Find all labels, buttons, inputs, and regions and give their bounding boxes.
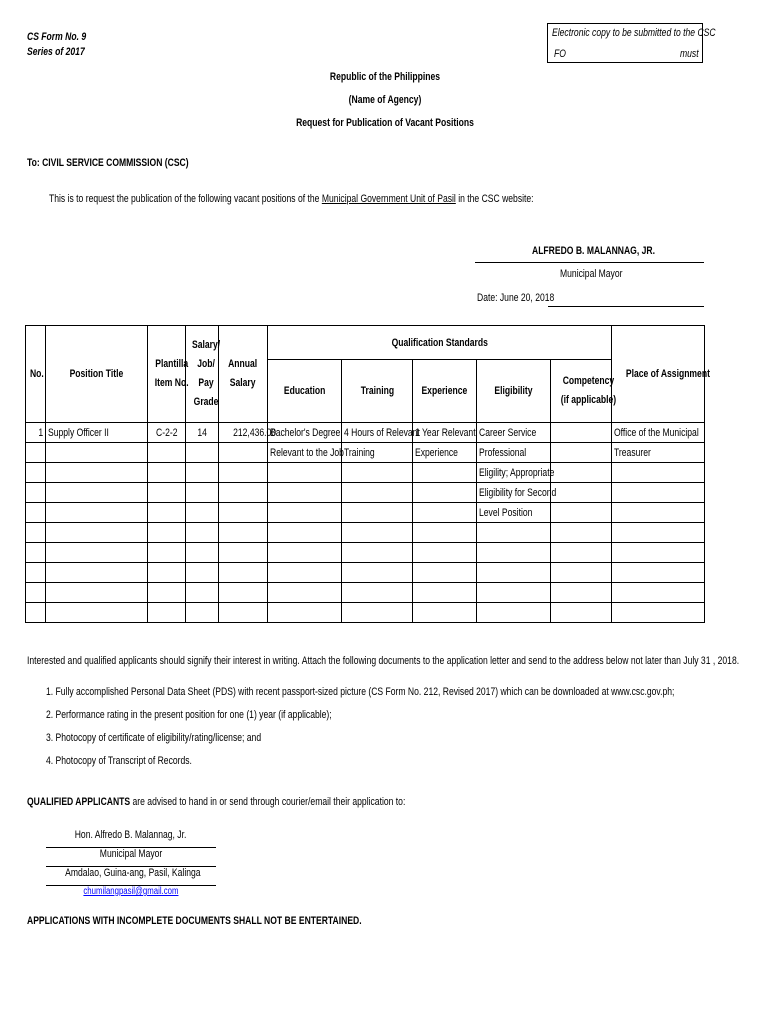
table-row (26, 503, 705, 523)
form-number: CS Form No. 9 (27, 31, 87, 43)
cell-no: 1 (26, 423, 46, 443)
qualified-applicants-note (27, 796, 405, 808)
cell-salary (219, 443, 268, 463)
qualified-applicants-label: QUALIFIED APPLICANTS (27, 796, 131, 808)
cell-plantilla (148, 543, 186, 563)
cell-position (46, 563, 148, 583)
signature-line (475, 262, 704, 263)
header-place-of-assignment: Place of Assignment (612, 326, 705, 423)
cell-training (342, 463, 413, 483)
header-training: Training (342, 360, 413, 423)
cell-experience: Experience (413, 443, 477, 463)
cell-place (612, 583, 705, 603)
cell-no (26, 483, 46, 503)
cell-no (26, 523, 46, 543)
cell-training (342, 583, 413, 603)
cell-education (268, 523, 342, 543)
signatory-name: ALFREDO B. MALANNAG, JR. (532, 245, 655, 257)
requirement-1: 1. Fully accomplished Personal Data Sheet (PDS) with recent passport-sized picture (CS Form No. 212, Revised 2017) which can be downloaded at www.csc.gov.ph; (46, 686, 675, 698)
cell-salary: 212,436.00 (219, 423, 268, 443)
qualified-applicants-text: are advised to hand in or send through courier/email their application to: (130, 796, 406, 808)
address-block (46, 829, 216, 904)
cell-sg (186, 523, 219, 543)
cell-position: Supply Officer II (46, 423, 148, 443)
cell-position (46, 463, 148, 483)
page-title: Request for Publication of Vacant Positions (296, 117, 474, 129)
date-line (548, 306, 704, 307)
cell-plantilla (148, 563, 186, 583)
intro-before: This is to request the publication of the following vacant positions of the (49, 193, 322, 205)
cell-salary (219, 563, 268, 583)
cell-position (46, 443, 148, 463)
cell-education (268, 603, 342, 623)
cell-salary (219, 603, 268, 623)
cell-competency (551, 543, 612, 563)
address-name: Hon. Alfredo B. Malannag, Jr. (75, 829, 187, 841)
cell-education (268, 583, 342, 603)
cell-no (26, 443, 46, 463)
cell-sg (186, 503, 219, 523)
header-no: No. (26, 326, 46, 423)
cell-eligibility (477, 603, 551, 623)
cell-eligibility: Eligibility for Second (477, 483, 551, 503)
address-place: Amdalao, Guina-ang, Pasil, Kalinga (65, 867, 201, 879)
cell-experience: 1 Year Relevant (413, 423, 477, 443)
cell-no (26, 463, 46, 483)
requirement-4: 4. Photocopy of Transcript of Records. (46, 755, 192, 767)
cell-sg (186, 563, 219, 583)
cell-eligibility (477, 543, 551, 563)
header-republic: Republic of the Philippines (329, 71, 441, 83)
header-experience: Experience (413, 360, 477, 423)
header-plantilla: Plantilla Item No. (148, 326, 186, 423)
cell-education (268, 483, 342, 503)
cell-salary (219, 463, 268, 483)
cell-sg (186, 603, 219, 623)
cell-competency (551, 583, 612, 603)
cell-sg (186, 583, 219, 603)
cell-salary (219, 483, 268, 503)
cell-no (26, 583, 46, 603)
request-date: Date: June 20, 2018 (477, 292, 555, 304)
cell-education (268, 543, 342, 563)
intro-after: in the CSC website: (455, 193, 534, 205)
cell-sg (186, 543, 219, 563)
cell-salary (219, 583, 268, 603)
cell-experience (413, 603, 477, 623)
intro-paragraph (49, 193, 534, 205)
cell-plantilla (148, 603, 186, 623)
cell-place (612, 463, 705, 483)
cell-competency (551, 443, 612, 463)
cell-no (26, 603, 46, 623)
table-row (26, 543, 705, 563)
cell-sg (186, 443, 219, 463)
cell-experience (413, 483, 477, 503)
address-title: Municipal Mayor (99, 848, 163, 860)
cell-eligibility (477, 523, 551, 543)
cell-experience (413, 563, 477, 583)
requirement-2: 2. Performance rating in the present position for one (1) year (if applicable); (46, 709, 332, 721)
table-row (26, 463, 705, 483)
table-row (26, 523, 705, 543)
header-agency: (Name of Agency) (348, 94, 422, 106)
cell-competency (551, 483, 612, 503)
cell-education (268, 463, 342, 483)
cell-sg (186, 483, 219, 503)
cell-training (342, 523, 413, 543)
addressee: To: CIVIL SERVICE COMMISSION (CSC) (27, 157, 189, 169)
table-row (26, 583, 705, 603)
cell-plantilla (148, 443, 186, 463)
table-row (26, 423, 705, 443)
cell-sg: 14 (186, 423, 219, 443)
cell-position (46, 523, 148, 543)
signatory-title: Municipal Mayor (560, 268, 623, 280)
cell-place (612, 563, 705, 583)
cell-place: Treasurer (612, 443, 705, 463)
cell-eligibility (477, 583, 551, 603)
email-link[interactable]: chumilangpasil@gmail.com (83, 886, 179, 897)
cell-training (342, 563, 413, 583)
cell-salary (219, 523, 268, 543)
cell-sg (186, 463, 219, 483)
cell-experience (413, 583, 477, 603)
electronic-copy-note-box (547, 23, 716, 63)
cell-training: 4 Hours of Relevant (342, 423, 413, 443)
header-salary-grade: Salary/ Job/ Pay Grade (186, 326, 219, 423)
must-label: must (680, 48, 699, 60)
cell-training (342, 503, 413, 523)
cell-education: Bachelor's Degree (268, 423, 342, 443)
cell-no (26, 503, 46, 523)
agency-name: Municipal Government Unit of Pasil (321, 193, 456, 205)
cell-position (46, 483, 148, 503)
cell-plantilla (148, 583, 186, 603)
cell-salary (219, 503, 268, 523)
cell-position (46, 503, 148, 523)
cell-no (26, 543, 46, 563)
cell-experience (413, 463, 477, 483)
cell-eligibility (477, 563, 551, 583)
cell-eligibility: Professional (477, 443, 551, 463)
cell-eligibility: Eligility; Appropriate (477, 463, 551, 483)
cell-experience (413, 503, 477, 523)
cell-plantilla: C-2-2 (148, 423, 186, 443)
header-annual-salary: Annual Salary (219, 326, 268, 423)
electronic-copy-note: Electronic copy to be submitted to the CSC (552, 27, 716, 39)
cell-plantilla (148, 523, 186, 543)
cell-competency (551, 563, 612, 583)
table-row (26, 443, 705, 463)
footer-warning: APPLICATIONS WITH INCOMPLETE DOCUMENTS SHALL NOT BE ENTERTAINED. (27, 915, 362, 927)
requirement-3: 3. Photocopy of certificate of eligibility/rating/license; and (46, 732, 262, 744)
header-competency: Competency (if applicable) (551, 360, 612, 423)
cell-experience (413, 523, 477, 543)
cell-eligibility: Career Service (477, 423, 551, 443)
header-eligibility: Eligibility (477, 360, 551, 423)
cell-position (46, 603, 148, 623)
cell-competency (551, 603, 612, 623)
cell-place (612, 523, 705, 543)
cell-education (268, 503, 342, 523)
header-block (0, 71, 770, 129)
cell-place (612, 503, 705, 523)
cell-education: Relevant to the Job (268, 443, 342, 463)
table-row (26, 563, 705, 583)
cell-training (342, 483, 413, 503)
cell-salary (219, 543, 268, 563)
cell-plantilla (148, 483, 186, 503)
cell-position (46, 583, 148, 603)
cell-plantilla (148, 463, 186, 483)
cell-place: Office of the Municipal (612, 423, 705, 443)
cell-experience (413, 543, 477, 563)
cell-place (612, 543, 705, 563)
cell-place (612, 483, 705, 503)
header-qualification-standards: Qualification Standards (268, 326, 612, 360)
cell-eligibility: Level Position (477, 503, 551, 523)
cell-training: Training (342, 443, 413, 463)
header-education: Education (268, 360, 342, 423)
cell-position (46, 543, 148, 563)
table-row (26, 483, 705, 503)
cell-education (268, 563, 342, 583)
cell-training (342, 543, 413, 563)
table-row (26, 603, 705, 623)
header-position-title: Position Title (46, 326, 148, 423)
cell-no (26, 563, 46, 583)
cell-competency (551, 423, 612, 443)
cell-competency (551, 503, 612, 523)
cell-competency (551, 523, 612, 543)
cell-training (342, 603, 413, 623)
fo-label: FO (554, 48, 566, 60)
instructions: Interested and qualified applicants should signify their interest in writing. Attach the following documents to the application letter and send to the address below not later than July 31 , 2018. (27, 655, 740, 667)
form-series: Series of 2017 (27, 46, 85, 58)
cell-place (612, 603, 705, 623)
vacant-positions-table (25, 325, 710, 623)
cell-competency (551, 463, 612, 483)
cell-plantilla (148, 503, 186, 523)
